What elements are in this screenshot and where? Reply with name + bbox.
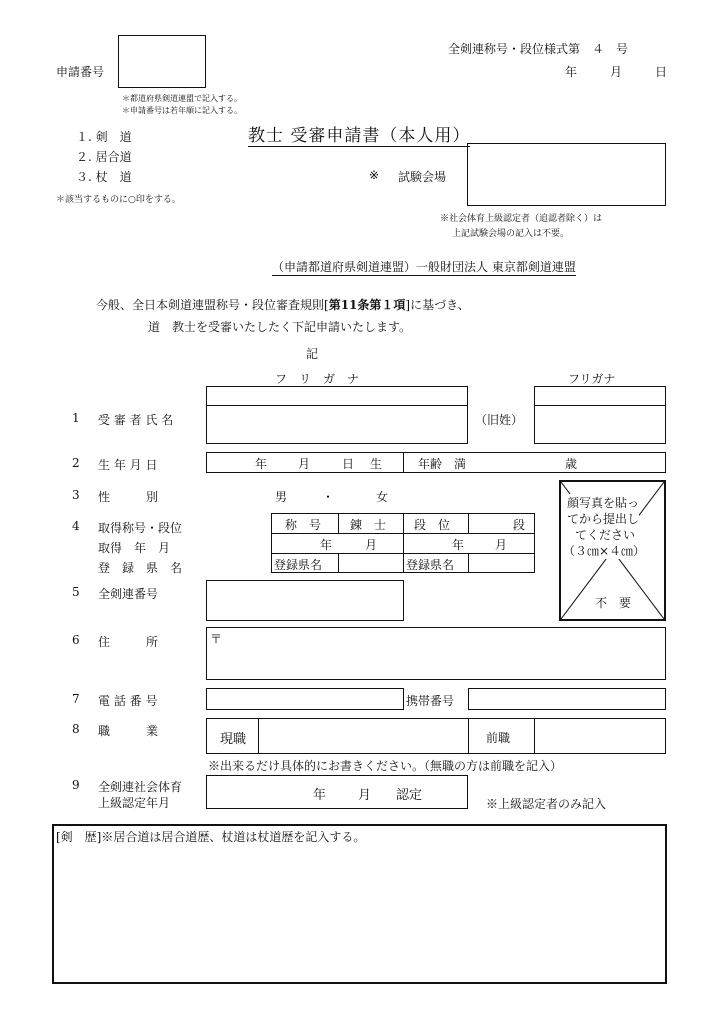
cert-label: 認定 [396,788,423,803]
old-name-box[interactable] [534,386,666,444]
form-number: 全剣連称号・段位様式第 ４ 号 [448,42,629,56]
photo-line2: てから提出し [567,512,640,526]
photo-line5: 不 要 [595,596,632,610]
certification-box[interactable] [206,775,468,809]
occupation-divider-3 [534,718,535,754]
history-label: [剣 歴]※居合道は居合道歴、杖道は杖道歴を記入する。 [56,830,366,844]
exam-venue-note1: ※社会体育上級認定者（追認者除く）は [440,214,603,224]
field5-label: 全剣連番号 [98,587,159,601]
field4-label3: 登 録 県 名 [98,561,183,575]
obtained-year-2: 年 [452,538,465,552]
job-note: ※出来るだけ具体的にお書きください。（無職の方は前職を記入） [208,759,563,773]
field9-label2: 上級認定年月 [98,796,171,810]
current-job-label: 現職 [220,732,247,747]
intro-line1-pre: 今般、全日本剣道連盟称号・段位審査規則[ [96,298,329,312]
cert-month: 月 [358,788,372,803]
dan-unit: 段 [513,518,526,532]
title-table-divider-a [338,513,339,533]
exam-venue-label: 試験会場 [398,170,447,184]
ki-label: 記 [306,347,319,361]
intro-line1-bold: 第11条第１項 [328,298,406,312]
exam-venue-note2: 上記試験会場の記入は不要。 [452,229,570,239]
mobile-box[interactable] [468,688,666,710]
cert-year: 年 [313,788,327,803]
history-box[interactable] [52,824,667,984]
title-table-divider-b [468,513,469,533]
pref-label-1: 登録県名 [274,558,323,572]
field5-number: 5 [72,585,80,599]
dan-label: 段 位 [414,518,451,532]
field7-number: 7 [72,692,80,706]
field6-number: 6 [72,633,80,647]
field2-number: 2 [72,456,80,470]
photo-line3: てください [575,528,636,542]
intro-line1 [96,296,470,313]
gender-male[interactable]: 男 [275,490,288,504]
exam-venue-box[interactable] [467,143,666,206]
date-line: 年 月 日 [565,65,671,79]
exam-venue-mark: ※ [369,168,380,182]
photo-line1: 顔写真を貼っ [567,496,640,510]
old-name-label: （旧姓） [475,413,524,427]
birth-day: 日 [342,457,355,471]
title-value: 錬 士 [350,518,387,532]
birth-month: 月 [298,457,311,471]
title-label: 称 号 [285,518,322,532]
age-unit: 歳 [565,457,578,471]
application-number-label: 申請番号 [56,65,105,79]
furigana-label-2: フリガナ [568,372,616,386]
intro-line2: 道 教士を受審いたしたく下記申請いたします。 [148,320,412,334]
age-label: 年齢 満 [418,457,467,471]
title-table-divider-d [468,553,469,573]
note-order: ＊申請番号は若年順に記入する。 [122,106,242,115]
field4-label2: 取得 年 月 [98,541,171,555]
postal-mark: 〒 [210,632,223,646]
cert-note: ※上級認定者のみ記入 [486,797,607,811]
mobile-label: 携帯番号 [406,694,455,708]
field7-label: 電 話 番 号 [98,694,158,708]
field9-number: 9 [72,778,80,792]
furigana-label: フ リ ガ ナ [275,372,360,386]
prev-job-label: 前職 [486,731,511,745]
old-name-furigana-divider [534,405,666,406]
name-furigana-divider [206,405,468,406]
field3-label: 性 別 [98,490,159,504]
intro-line1-post: ]に基づき、 [405,298,470,312]
discipline-item-kendo: １. 剣 道 [76,130,132,144]
pref-label-2: 登録県名 [406,558,455,572]
address-box[interactable] [206,627,666,680]
field3-number: 3 [72,488,80,502]
discipline-item-iaido: ２. 居合道 [76,150,132,164]
field6-label: 住 所 [98,635,159,649]
gender-dot: ・ [322,490,335,504]
application-number-box[interactable] [118,35,206,88]
field1-number: 1 [72,411,80,425]
federation-name: （申請都道府県剣道連盟）一般財団法人 東京都剣道連盟 [272,260,576,274]
phone-box[interactable] [206,688,404,710]
discipline-item-jodo: ３. 杖 道 [76,170,132,184]
obtained-month-2: 月 [495,538,508,552]
obtained-year-1: 年 [320,538,333,552]
field8-number: 8 [72,722,80,736]
note-fill-federation: ＊都道府県剣道連盟で記入する。 [122,94,242,103]
federation-number-box[interactable] [206,580,404,621]
field9-label1: 全剣連社会体育 [98,780,183,794]
field4-label: 取得称号・段位 [98,521,183,535]
photo-line4: （３㎝×４㎝） [563,544,646,558]
birth-divider [403,452,404,473]
obtained-month-1: 月 [365,538,378,552]
occupation-divider-2 [468,718,469,754]
field1-label: 受 審 者 氏 名 [98,413,174,427]
field4-number: 4 [72,519,80,533]
field2-label: 生 年 月 日 [98,458,158,472]
gender-female[interactable]: 女 [376,490,389,504]
birth-sei: 生 [370,457,383,471]
occupation-box[interactable] [206,718,666,754]
field8-label: 職 業 [98,724,159,738]
occupation-divider-1 [258,718,259,754]
title-table-divider-c [338,553,339,573]
name-box[interactable] [206,386,468,444]
title-table-middle-divider [403,513,404,573]
discipline-note: ＊該当するものに○印をする。 [56,195,181,205]
birth-year: 年 [255,457,268,471]
page-title: 教士 受審申請書（本人用） [248,121,470,147]
